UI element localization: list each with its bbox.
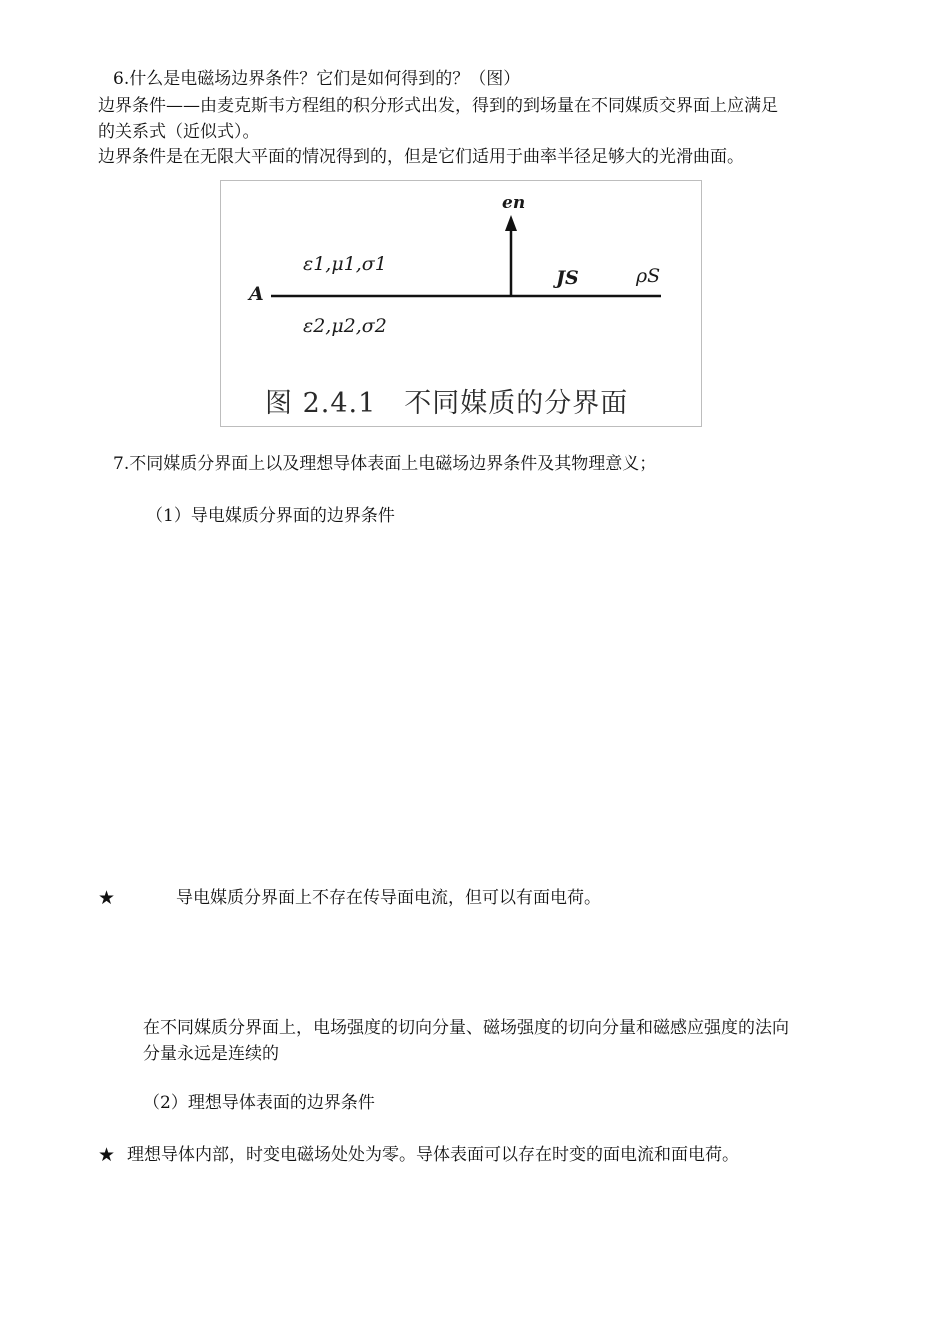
q6-title: 6.什么是电磁场边界条件？它们是如何得到的？（图）: [113, 69, 521, 89]
q7-continuity-line-2: 分量永远是连续的: [143, 1044, 279, 1064]
q7-note-2: 理想导体内部，时变电磁场处处为零。导体表面可以存在时变的面电流和面电荷。: [127, 1145, 739, 1165]
q7-title: 7.不同媒质分界面上以及理想导体表面上电磁场边界条件及其物理意义；: [113, 454, 657, 474]
star-icon: ★: [98, 887, 116, 909]
q6-scope: 边界条件是在无限大平面的情况得到的，但是它们适用于曲率半径足够大的光滑曲面。: [98, 147, 744, 167]
label-rho-s: ρS: [636, 265, 661, 287]
figure-caption: 图 2.4.1 不同媒质的分界面: [265, 388, 629, 419]
q7-subheading-1: （1）导电媒质分界面的边界条件: [146, 506, 395, 526]
label-en: en: [502, 193, 526, 213]
boundary-figure: [220, 180, 702, 427]
label-js: JS: [556, 267, 579, 289]
q7-note-1: 导电媒质分界面上不存在传导面电流，但可以有面电荷。: [176, 888, 601, 908]
q6-definition-line-2: 的关系式（近似式）。: [98, 122, 260, 142]
normal-arrow-head: [505, 215, 517, 231]
star-icon: ★: [98, 1144, 116, 1166]
label-medium-2: ε2,μ2,σ2: [303, 315, 387, 337]
label-a: A: [249, 283, 264, 305]
label-medium-1: ε1,μ1,σ1: [303, 253, 387, 275]
q7-continuity-line-1: 在不同媒质分界面上，电场强度的切向分量、磁场强度的切向分量和磁感应强度的法向: [143, 1018, 789, 1038]
q6-definition-line-1: 边界条件——由麦克斯韦方程组的积分形式出发，得到的到场量在不同媒质交界面上应满足: [98, 96, 778, 116]
q7-subheading-2: （2）理想导体表面的边界条件: [143, 1093, 375, 1113]
